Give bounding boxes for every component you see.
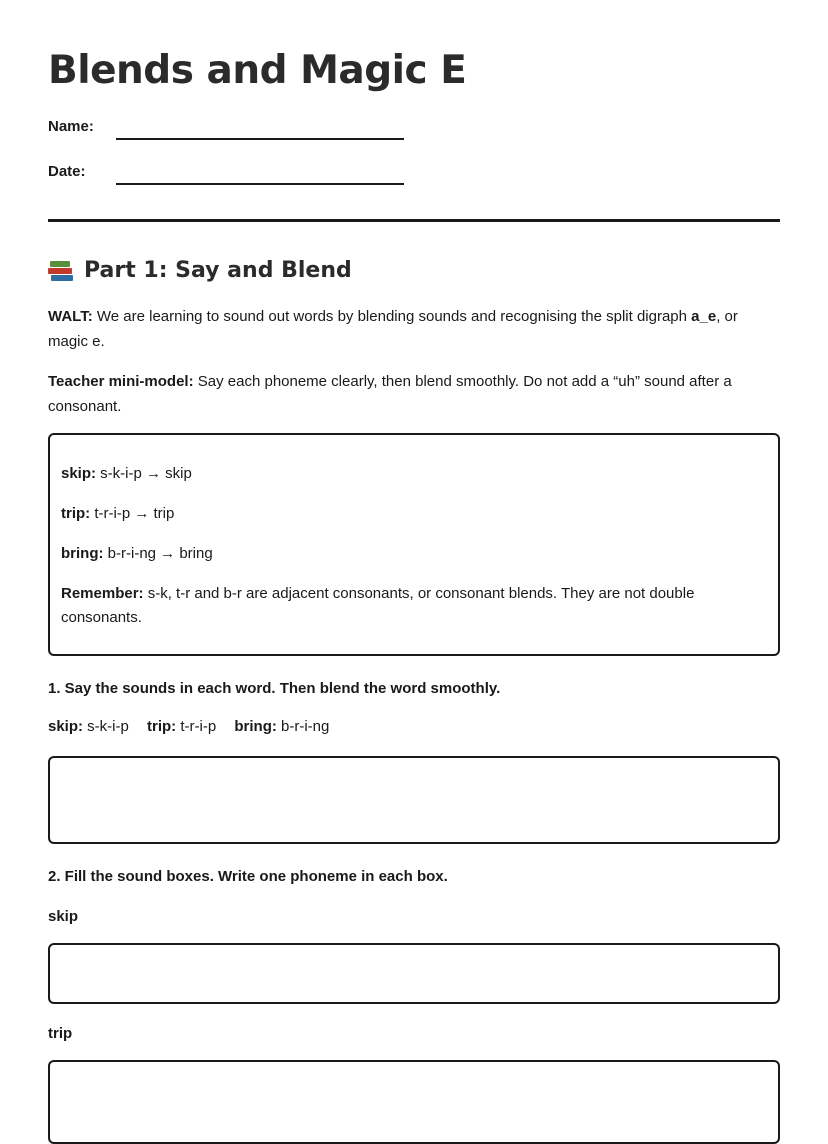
word-label-skip: skip bbox=[48, 908, 79, 925]
date-input-line[interactable] bbox=[116, 183, 404, 185]
date-field-row bbox=[48, 163, 408, 187]
walt-text-1: We are learning to sound out words by blending sounds and recognising the split digraph bbox=[92, 308, 692, 325]
model-paragraph bbox=[48, 369, 780, 419]
sounds-breakdown: s-k-i-p bbox=[83, 718, 129, 735]
sounds-word: trip: bbox=[147, 718, 177, 735]
example-breakdown: s-k-i-p → skip bbox=[96, 465, 192, 482]
remember-note bbox=[61, 582, 761, 630]
model-label: Teacher mini-model: bbox=[48, 373, 194, 390]
walt-digraph: a_e bbox=[691, 308, 717, 325]
name-input-line[interactable] bbox=[116, 138, 404, 140]
sounds-item-trip bbox=[147, 718, 216, 735]
example-word: bring: bbox=[61, 545, 104, 562]
sounds-word: skip: bbox=[48, 718, 84, 735]
books-icon bbox=[48, 259, 74, 283]
model-examples-box bbox=[48, 433, 780, 656]
date-label: Date: bbox=[48, 163, 86, 180]
word-label-trip: trip bbox=[48, 1025, 73, 1042]
header-divider bbox=[48, 219, 780, 222]
example-skip bbox=[61, 462, 761, 486]
remember-label: Remember: bbox=[61, 585, 144, 602]
example-trip bbox=[61, 502, 761, 526]
name-field-row bbox=[48, 118, 408, 142]
sounds-item-bring bbox=[234, 718, 329, 735]
question1-answer-box[interactable] bbox=[48, 756, 780, 844]
sound-boxes-trip[interactable] bbox=[48, 1060, 780, 1144]
sounds-word: bring: bbox=[234, 718, 277, 735]
sounds-breakdown: b-r-i-ng bbox=[276, 718, 330, 735]
name-label: Name: bbox=[48, 118, 94, 135]
sounds-item-skip bbox=[48, 718, 129, 735]
page-title: Blends and Magic E bbox=[48, 48, 467, 93]
example-breakdown: b-r-i-ng → bring bbox=[103, 545, 213, 562]
part1-heading bbox=[48, 258, 352, 283]
sound-boxes-skip[interactable] bbox=[48, 943, 780, 1004]
part1-heading-text: Part 1: Say and Blend bbox=[84, 258, 352, 283]
example-bring bbox=[61, 542, 761, 566]
question1-title: 1. Say the sounds in each word. Then blend the word smoothly. bbox=[48, 680, 501, 697]
remember-text: s-k, t-r and b-r are adjacent consonants, or consonant blends. They are not double consonants. bbox=[61, 585, 695, 626]
sounds-breakdown: t-r-i-p bbox=[176, 718, 217, 735]
example-word: skip: bbox=[61, 465, 97, 482]
question1-sounds-row bbox=[48, 718, 343, 735]
model-text: Say each phoneme clearly, then blend smoothly. Do not add a “uh” sound after a consonant. bbox=[48, 373, 732, 415]
example-breakdown: t-r-i-p → trip bbox=[90, 505, 175, 522]
example-word: trip: bbox=[61, 505, 91, 522]
question2-title: 2. Fill the sound boxes. Write one phoneme in each box. bbox=[48, 868, 448, 885]
walt-paragraph bbox=[48, 304, 780, 354]
walt-text-2: , or magic e. bbox=[48, 308, 738, 350]
walt-label: WALT: bbox=[48, 308, 93, 325]
